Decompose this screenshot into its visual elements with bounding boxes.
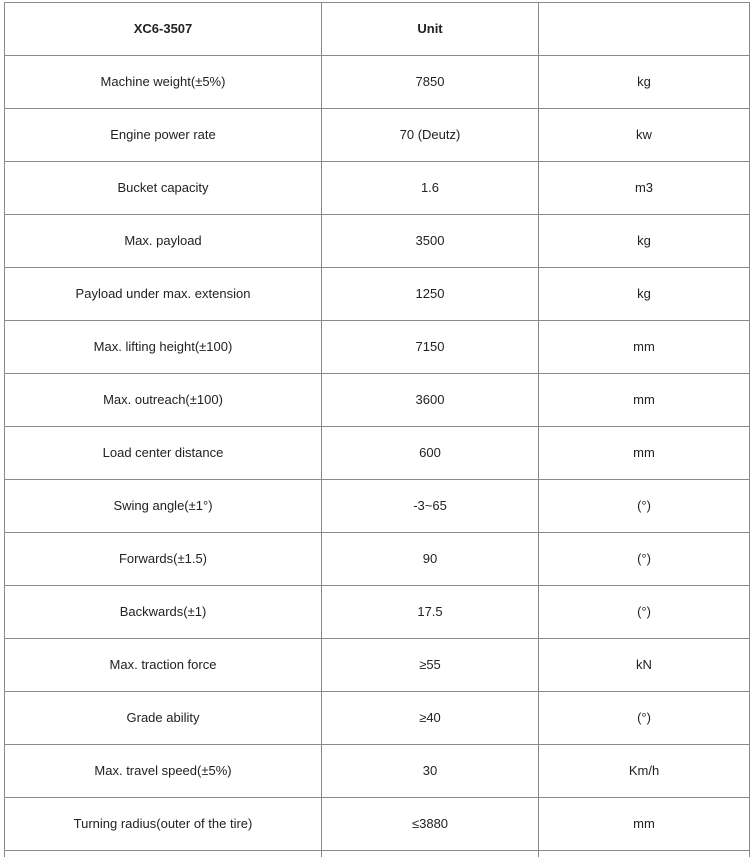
spec-value-cell: 17.5 [322,586,539,639]
header-model-cell: XC6-3507 [5,3,322,56]
spec-label-cell: Machine weight(±5%) [5,56,322,109]
spec-label-cell: Max. payload [5,215,322,268]
table-row [5,427,750,480]
spec-unit-cell: (°) [539,586,750,639]
table-row [5,374,750,427]
table-header-row [5,3,750,56]
table-row [5,480,750,533]
table-row [5,321,750,374]
spec-value-cell: 7150 [322,321,539,374]
spec-unit-cell: m3 [539,162,750,215]
spec-value-cell: 30 [322,745,539,798]
table-row [5,745,750,798]
spec-value-cell: -3~65 [322,480,539,533]
table-row [5,162,750,215]
spec-value-cell: ≥55 [322,639,539,692]
spec-value-cell: 70 (Deutz) [322,109,539,162]
spec-label-cell: Forwards(±1.5) [5,533,322,586]
spec-label-cell: Grade ability [5,692,322,745]
spec-unit-cell: mm [539,321,750,374]
spec-table-body [5,3,750,857]
spec-value-cell: 1.6 [322,162,539,215]
spec-label-cell: Max. travel speed(±5%) [5,745,322,798]
table-row [5,109,750,162]
spec-value-cell: 3500 [322,215,539,268]
spec-label-cell: Bucket capacity [5,162,322,215]
cut-off-cell [5,851,322,857]
spec-label-cell: Engine power rate [5,109,322,162]
table-row [5,798,750,851]
spec-value-cell: 3600 [322,374,539,427]
spec-unit-cell: mm [539,798,750,851]
cut-off-cell [539,851,750,857]
table-row [5,56,750,109]
spec-unit-cell: kw [539,109,750,162]
spec-value-cell: 90 [322,533,539,586]
spec-table [4,2,750,857]
spec-label-cell: Max. lifting height(±100) [5,321,322,374]
spec-unit-cell: (°) [539,692,750,745]
spec-label-cell: Load center distance [5,427,322,480]
spec-value-cell: 1250 [322,268,539,321]
spec-unit-cell: (°) [539,480,750,533]
table-row [5,215,750,268]
spec-value-cell: ≤3880 [322,798,539,851]
spec-label-cell: Max. traction force [5,639,322,692]
spec-unit-cell: kN [539,639,750,692]
spec-unit-cell: kg [539,215,750,268]
header-empty-cell [539,3,750,56]
spec-label-cell: Backwards(±1) [5,586,322,639]
spec-value-cell: ≥40 [322,692,539,745]
table-row-cut-off [5,851,750,857]
cut-off-cell [322,851,539,857]
header-unit-cell: Unit [322,3,539,56]
table-row [5,692,750,745]
spec-label-cell: Max. outreach(±100) [5,374,322,427]
spec-label-cell: Payload under max. extension [5,268,322,321]
spec-unit-cell: kg [539,268,750,321]
spec-unit-cell: kg [539,56,750,109]
spec-unit-cell: Km/h [539,745,750,798]
spec-unit-cell: (°) [539,533,750,586]
table-row [5,586,750,639]
table-row [5,639,750,692]
spec-label-cell: Turning radius(outer of the tire) [5,798,322,851]
spec-unit-cell: mm [539,427,750,480]
spec-value-cell: 7850 [322,56,539,109]
spec-value-cell: 600 [322,427,539,480]
spec-unit-cell: mm [539,374,750,427]
table-row [5,268,750,321]
table-row [5,533,750,586]
spec-label-cell: Swing angle(±1°) [5,480,322,533]
